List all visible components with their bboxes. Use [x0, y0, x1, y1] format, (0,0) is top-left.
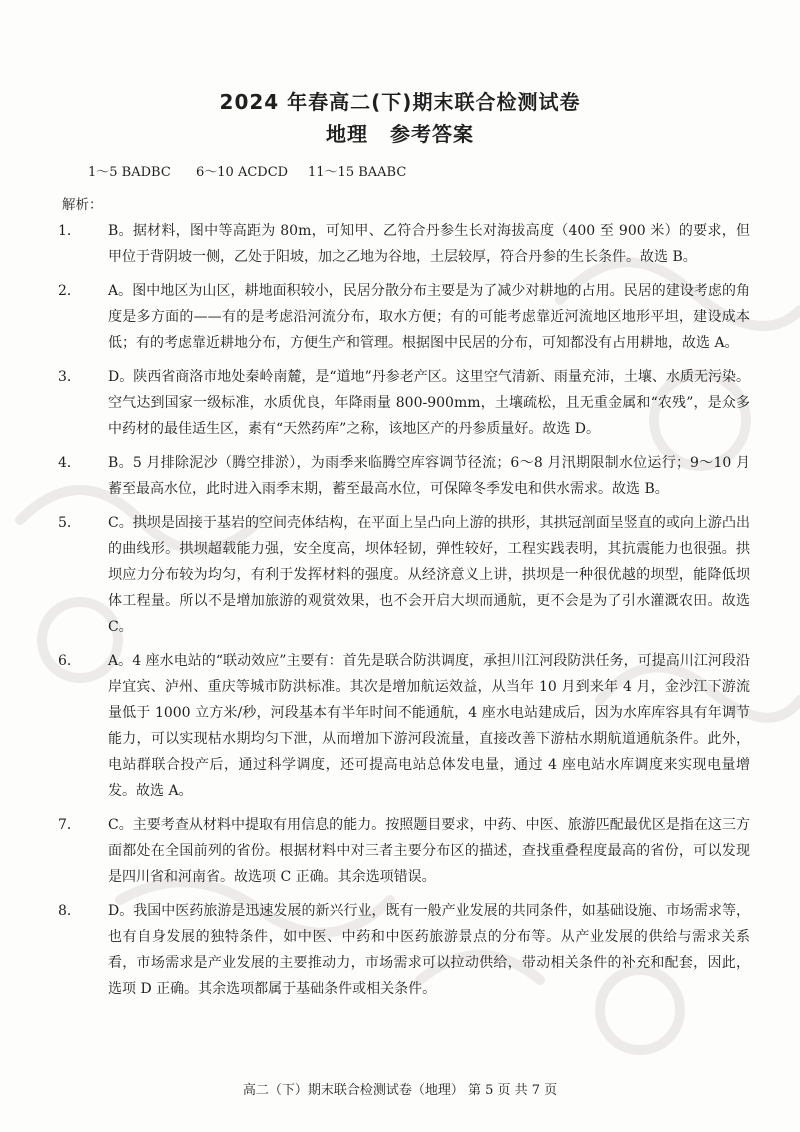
answer-key-group-2: 6～10 ACDCD — [196, 165, 289, 180]
page-title: 2024 年春高二(下)期末联合检测试卷 — [219, 90, 581, 114]
answer-number: 5． — [58, 515, 81, 531]
answer-item — [58, 510, 750, 640]
answer-key — [88, 161, 406, 180]
subject-name: 地理 — [326, 122, 368, 146]
answer-number: 2． — [58, 283, 81, 299]
answer-item — [58, 450, 750, 502]
answer-text: A。4 座水电站的“联动效应”主要有：首先是联合防洪调度，承担川江河段防洪任务，可提高川江河段沿岸宜宾、泸州、重庆等城市防洪标准。其次是增加航运效益，从当年 10 月到来年 4 月，金沙江下游流量低于 1000 立方米/秒，河段基本有半年时间不能通航，4 座水电站建成后，因为水库库容具有年调节能力，可以实现枯水期均匀下泄，从而增加下游河段流量，直接改善下游枯水期航道通航条件。此外，电站群联合投产后，通过科学调度，还可提高电站总体发电量，通过 4 座电站水库调度来实现电量增发。故选 A。 — [108, 653, 750, 799]
answer-list — [58, 218, 750, 1010]
answer-text: D。陕西省商洛市地处秦岭南麓，是“道地”丹参老产区。这里空气清新、雨量充沛，土壤、水质无污染。空气达到国家一级标准，水质优良，年降雨量 800-900mm，土壤疏松，且无重金属和“农残”，是众多中药材的最佳适生区，素有“天然药库”之称，该地区产的丹参质量好。故选 D。 — [108, 369, 750, 437]
answer-number: 4． — [58, 455, 81, 471]
answer-key-group-1: 1～5 BADBC — [88, 165, 171, 180]
subtitle-label: 参考答案 — [390, 122, 474, 146]
answer-number: 8． — [58, 903, 81, 919]
answer-number: 7． — [58, 817, 81, 833]
answer-item — [58, 218, 750, 270]
answer-number: 3． — [58, 369, 81, 385]
answer-item — [58, 898, 750, 1002]
analysis-label: 解析： — [62, 197, 103, 213]
answer-text: A。图中地区为山区，耕地面积较小，民居分散分布主要是为了减少对耕地的占用。民居的建设考虑的角度是多方面的——有的是考虑沿河流分布，取水方便；有的可能考虑靠近河流地区地形平坦，建设成本低；有的考虑靠近耕地分布，方便生产和管理。根据图中民居的分布，可知都没有占用耕地，故选 A。 — [108, 283, 750, 351]
answer-text: C。拱坝是固接于基岩的空间壳体结构，在平面上呈凸向上游的拱形，其拱冠剖面呈竖直的或向上游凸出的曲线形。拱坝超载能力强，安全度高，坝体轻韧，弹性较好，工程实践表明，其抗震能力也很强。拱坝应力分布较为均匀，有利于发挥材料的强度。从经济意义上讲，拱坝是一种很优越的坝型，能降低坝体工程量。所以不是增加旅游的观赏效果，也不会开启大坝而通航，更不会是为了引水灌溉农田。故选 C。 — [108, 515, 750, 635]
answer-key-group-3: 11～15 BAABC — [308, 165, 407, 180]
answer-item — [58, 812, 750, 890]
answer-text: C。主要考查从材料中提取有用信息的能力。按照题目要求，中药、中医、旅游匹配最优区是指在这三方面都处在全国前列的省份。根据材料中对三者主要分布区的描述，查找重叠程度最高的省份，可以发现是四川省和河南省。故选项 C 正确。其余选项错误。 — [108, 817, 750, 885]
answer-text: D。我国中医药旅游是迅速发展的新兴行业，既有一般产业发展的共同条件，如基础设施、市场需求等，也有自身发展的独特条件，如中医、中药和中医药旅游景点的分布等。从产业发展的供给与需求关系看，市场需求是产业发展的主要推动力，市场需求可以拉动供给，带动相关条件的补充和配套，因此，选项 D 正确。其余选项都属于基础条件或相关条件。 — [108, 903, 750, 997]
answer-number: 1． — [58, 223, 81, 239]
answer-text: B。5 月排除泥沙（腾空排淤），为雨季来临腾空库容调节径流；6～8 月汛期限制水位运行；9～10 月蓄至最高水位，此时进入雨季末期，蓄至最高水位，可保障冬季发电和供水需求。故选 B。 — [108, 455, 750, 497]
page-subtitle — [0, 118, 800, 147]
answer-number: 6． — [58, 653, 81, 669]
answer-item — [58, 364, 750, 442]
page-footer: 高二（下）期末联合检测试卷（地理） 第 5 页 共 7 页 — [242, 1083, 558, 1098]
answer-item — [58, 278, 750, 356]
answer-text: B。据材料，图中等高距为 80m，可知甲、乙符合丹参生长对海拔高度（400 至 900 米）的要求，但甲位于背阴坡一侧，乙处于阳坡，加之乙地为谷地，土层较厚，符合丹参的生长条件。故选 B。 — [108, 223, 750, 265]
answer-item — [58, 648, 750, 804]
